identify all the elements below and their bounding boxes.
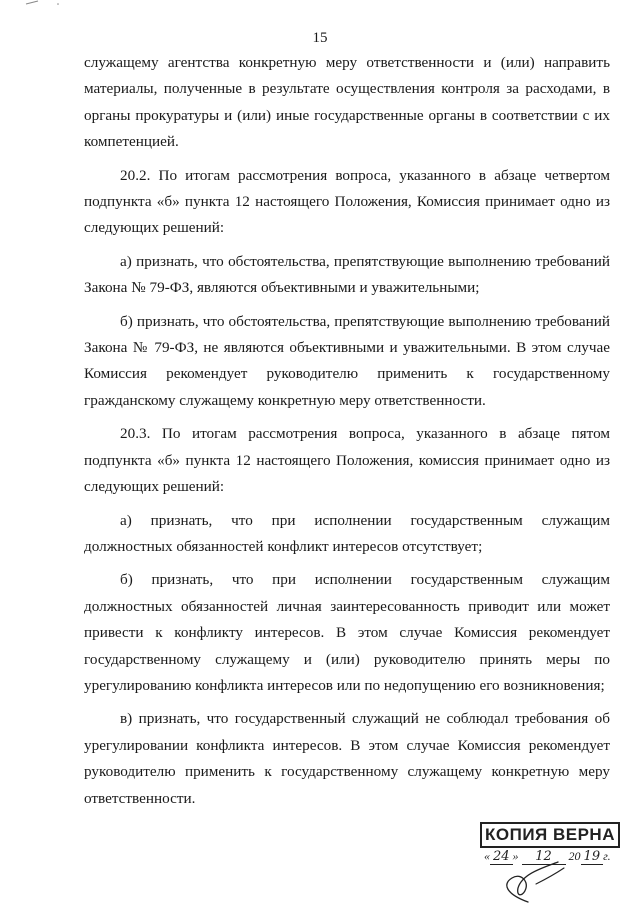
paragraph-20-2: 20.2. По итогам рассмотрения вопроса, указанного в абзаце четвертом подпункта «б» пункта 12 настоящего Положения, Комиссия принимает одно из следующих решений:	[84, 166, 610, 237]
document-body	[84, 50, 610, 812]
paragraph-20-3-v: в) признать, что государственный служащий не соблюдал требования об урегулировании конфликта интересов. В этом случае Комиссия рекомендует руководителю применить к государственному служащему конкретную меру ответственности.	[84, 710, 610, 807]
page-number: 15	[312, 30, 328, 46]
scan-corner-mark	[24, 0, 64, 8]
stamp-year-abbrev: г.	[603, 849, 611, 863]
stamp-day: 24	[490, 850, 513, 865]
stamp-year-suffix: 19	[581, 850, 604, 865]
stamp-close-quote: »	[512, 849, 519, 863]
paragraph-20-2-a: а) признать, что обстоятельства, препятствующие выполнению требований Закона № 79-ФЗ, являются объективными и уважительными;	[84, 252, 610, 297]
paragraph-20-3-b: б) признать, что при исполнении государственным служащим должностных обязанностей личная заинтересованность приводит или может привести к конфликту интересов. В этом случае Комиссия рекомендует государственному служащему и (или) руководителю принять меры по урегулированию конфликта интересов или по недопущению его возникновения;	[84, 571, 610, 694]
paragraph-20-3: 20.3. По итогам рассмотрения вопроса, указанного в абзаце пятом подпункта «б» пункта 12 настоящего Положения, комиссия принимает одно из следующих решений:	[84, 425, 610, 496]
paragraph-20-3-a: а) признать, что при исполнении государственным служащим должностных обязанностей конфликт интересов отсутствует;	[84, 511, 610, 555]
handwritten-signature	[498, 858, 578, 903]
stamp-month: 12	[522, 850, 566, 865]
stamp-title: КОПИЯ ВЕРНА	[480, 822, 620, 848]
stamp-year-prefix: 20	[568, 849, 581, 863]
paragraph-continuation: служащему агентства конкретную меру ответственности и (или) направить материалы, полученные в результате осуществления контроля за расходами, в органы прокуратуры и (или) иные государственные органы в соответствии с их компетенцией.	[84, 54, 610, 151]
paragraph-20-2-b: б) признать, что обстоятельства, препятствующие выполнению требований Закона № 79-ФЗ, не являются объективными и уважительными. В этом случае Комиссия рекомендует руководителю применить к государственному гражданскому служащему конкретную меру ответственности.	[84, 312, 610, 409]
stamp-open-quote: «	[484, 849, 490, 863]
